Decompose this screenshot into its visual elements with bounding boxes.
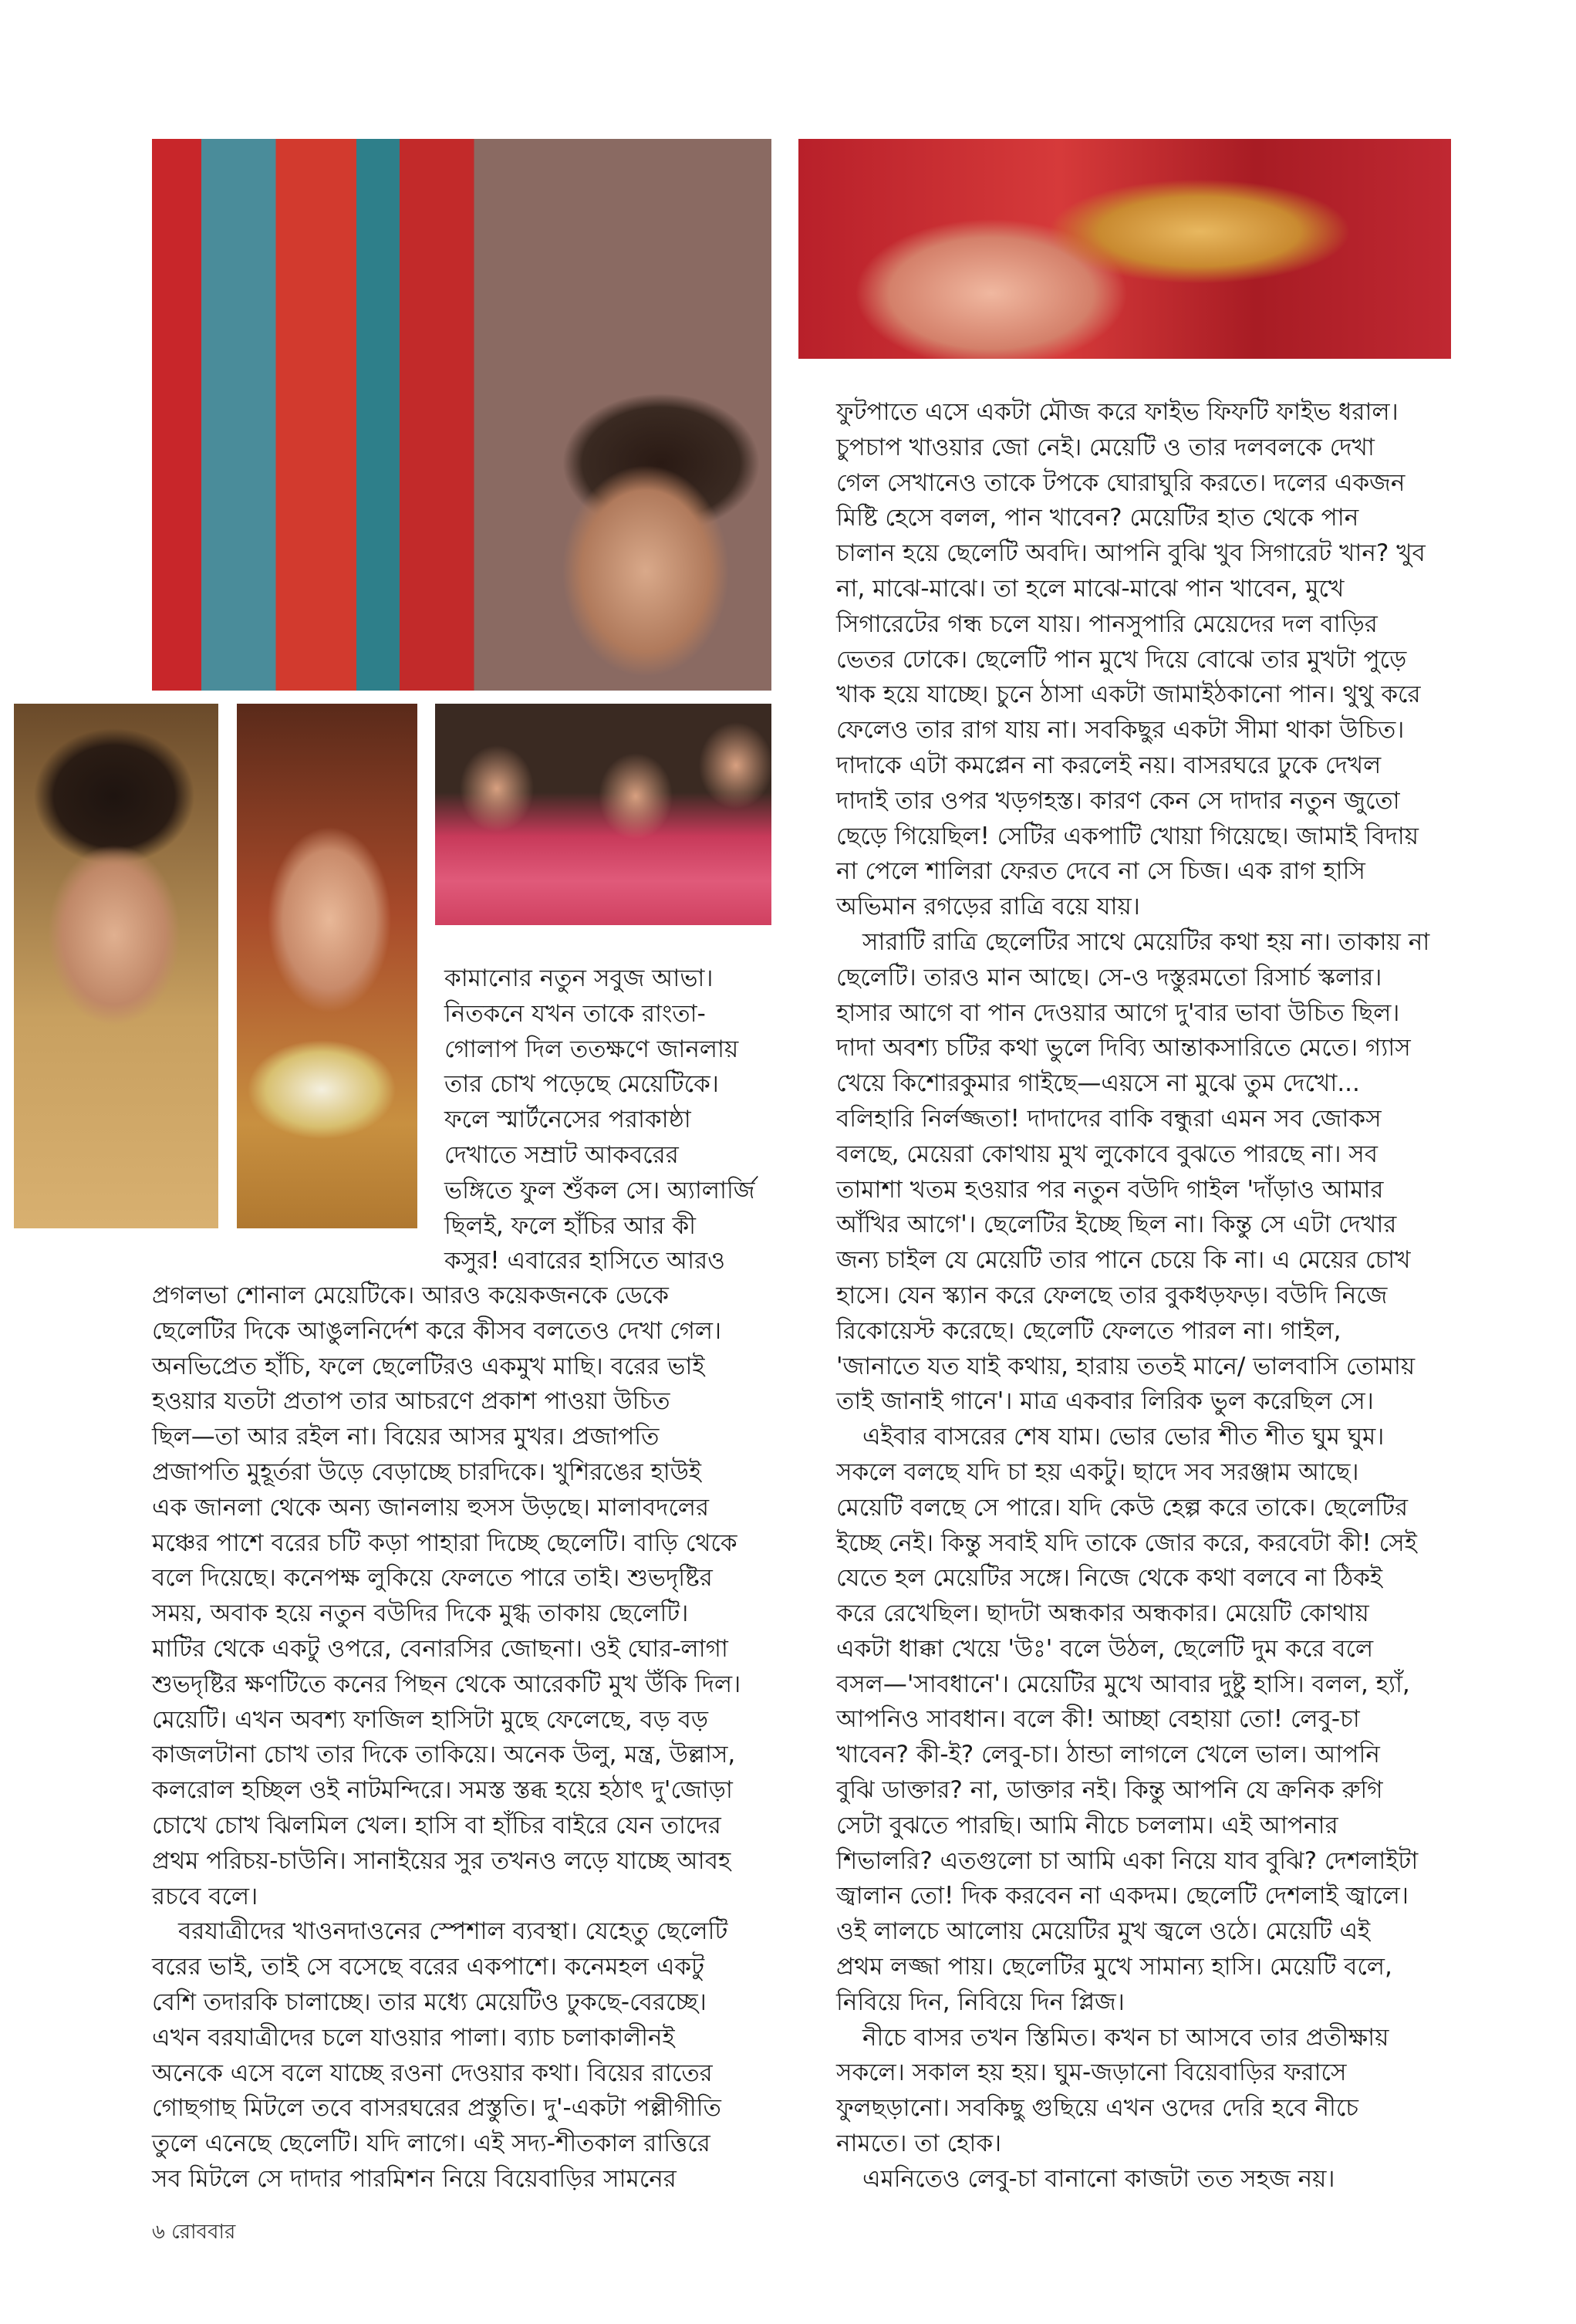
- text-line: খাক হয়ে যাচ্ছে। চুনে ঠাসা একটা জামাইঠকানো পান। থুথু করে: [836, 681, 1421, 709]
- article-middle-column: [444, 961, 755, 1279]
- text-line: বসল—'সাবধানে'। মেয়েটির মুখে আবার দুষ্টু হাসি। বলল, হ্যাঁ,: [836, 1670, 1410, 1698]
- text-line: মিষ্টি হেসে বলল, পান খাবেন? মেয়েটির হাত থেকে পান: [836, 504, 1359, 532]
- text-line: কামানোর নতুন সবুজ আভা।: [444, 964, 714, 992]
- text-line: সারাটি রাত্রি ছেলেটির সাথে মেয়েটির কথা হয় না। তাকায় না: [862, 927, 1430, 956]
- text-line: গেল সেখানেও তাকে টপকে ঘোরাঘুরি করতে। দলের একজন: [836, 468, 1406, 497]
- text-line: চালান হয়ে ছেলেটি অবদি। আপনি বুঝি খুব সিগারেট খান? খুব: [836, 539, 1426, 568]
- bride-photo: [237, 704, 417, 1228]
- text-line: নিতকনে যখন তাকে রাংতা-: [444, 999, 706, 1028]
- text-line: অনেকে এসে বলে যাচ্ছে রওনা দেওয়ার কথা। বিয়ের রাতের: [152, 2059, 713, 2087]
- text-line: এক জানলা থেকে অন্য জানলায় হুসস উড়ছে। মালাবদলের: [152, 1493, 710, 1522]
- text-line: দেখাতে সম্রাট আকবরের: [444, 1140, 679, 1169]
- text-line: কাজলটানা চোখ তার দিকে তাকিয়ে। অনেক উলু, মন্ত্র, উল্লাস,: [152, 1741, 736, 1769]
- text-line: বলছে, মেয়েরা কোথায় মুখ লুকোবে বুঝতে পারছে না। সব: [836, 1140, 1378, 1168]
- text-line: ফলে স্মার্টনেসের পরাকাষ্ঠা: [444, 1106, 691, 1134]
- text-line: মঞ্চের পাশে বরের চটি কড়া পাহারা দিচ্ছে ছেলেটি। বাড়ি থেকে: [152, 1529, 737, 1557]
- text-line: 'জানাতে যত যাই কথায়, হারায় ততই মানে/ ভালবাসি তোমায়: [836, 1352, 1416, 1380]
- page-number: ৬: [152, 2221, 165, 2244]
- text-line: এইবার বাসরের শেষ যাম। ভোর ভোর শীত শীত ঘুম ঘুম।: [862, 1423, 1385, 1451]
- text-line: নীচে বাসর তখন স্তিমিত। কখন চা আসবে তার প্রতীক্ষায়: [862, 2023, 1389, 2052]
- text-line: ছেলেটি। তারও মান আছে। সে-ও দস্তুরমতো রিসার্চ স্কলার।: [836, 963, 1382, 991]
- text-line: হাসার আগে বা পান দেওয়ার আগে দু'বার ভাবা উচিত ছিল।: [836, 998, 1400, 1027]
- text-line: তার চোখ পড়েছে মেয়েটিকে।: [444, 1070, 719, 1099]
- text-line: দাদাকে এটা কমপ্লেন না করলেই নয়। বাসরঘরে ঢুকে দেখল: [836, 751, 1382, 779]
- text-line: জন্য চাইল যে মেয়েটি তার পানে চেয়ে কি না। এ মেয়ের চোখ: [836, 1246, 1411, 1275]
- article-left-column: [152, 1279, 741, 2197]
- text-line: এখন বরযাত্রীদের চলে যাওয়ার পালা। ব্যাচ চলাকালীনই: [152, 2023, 675, 2052]
- text-line: খাবেন? কী-ই? লেবু-চা। ঠান্ডা লাগলে খেলে ভাল। আপনি: [836, 1741, 1380, 1769]
- text-line: অনভিপ্রেত হাঁচি, ফলে ছেলেটিরও একমুখ মাছি। বরের ভাই: [152, 1352, 705, 1380]
- text-line: বুঝি ডাক্তার? না, ডাক্তার নই। কিন্তু আপনি যে ক্রনিক রুগি: [836, 1776, 1383, 1805]
- women-crowd-photo: [435, 704, 771, 925]
- text-line: জ্বালান তো! দিক করবেন না একদম। ছেলেটি দেশলাই জ্বালে।: [836, 1882, 1409, 1910]
- publication-name: রোববার: [171, 2221, 236, 2244]
- text-line: প্রথম পরিচয়-চাউনি। সানাইয়ের সুর তখনও লড়ে যাচ্ছে আবহ: [152, 1846, 731, 1875]
- text-line: তামাশা খতম হওয়ার পর নতুন বউদি গাইল 'দাঁড়াও আমার: [836, 1175, 1384, 1204]
- text-line: ছিলই, ফলে হাঁচির আর কী: [444, 1211, 697, 1240]
- text-line: তুলে এনেছে ছেলেটি। যদি লাগে। এই সদ্য-শীতকাল রাত্তিরে: [152, 2130, 710, 2158]
- text-line: এমনিতেও লেবু-চা বানানো কাজটা তত সহজ নয়।: [862, 2164, 1335, 2193]
- text-line: সময়, অবাক হয়ে নতুন বউদির দিকে মুগ্ধ তাকায় ছেলেটি।: [152, 1599, 689, 1628]
- text-line: আঁখির আগে'। ছেলেটির ইচ্ছে ছিল না। কিন্তু সে এটা দেখার: [836, 1211, 1397, 1239]
- text-line: রিকোয়েস্ট করেছে। ছেলেটি ফেলতে পারল না। গাইল,: [836, 1316, 1341, 1345]
- text-line: চুপচাপ খাওয়ার জো নেই। মেয়েটি ও তার দলবলকে দেখা: [836, 433, 1375, 461]
- text-line: না, মাঝে-মাঝে। তা হলে মাঝে-মাঝে পান খাবেন, মুখে: [836, 574, 1345, 603]
- text-line: গোলাপ দিল ততক্ষণে জানলায়: [444, 1035, 739, 1063]
- text-line: হওয়ার যতটা প্রতাপ তার আচরণে প্রকাশ পাওয়া উচিত: [152, 1387, 670, 1416]
- text-line: প্রজাপতি মুহূর্তরা উড়ে বেড়াচ্ছে চারদিকে। খুশিরঙের হাউই: [152, 1458, 702, 1486]
- text-line: মেয়েটি বলছে সে পারে। যদি কেউ হেল্প করে তাকে। ছেলেটির: [836, 1493, 1409, 1522]
- smiling-man-photo: [14, 704, 218, 1228]
- text-line: হাসে। যেন স্ক্যান করে ফেলছে তার বুকধড়ফড়। বউদি নিজে: [836, 1281, 1388, 1309]
- text-line: কলরোল হচ্ছিল ওই নাটমন্দিরে। সমস্ত স্তব্ধ হয়ে হঠাৎ দু'জোড়া: [152, 1776, 733, 1805]
- text-line: ফেলেও তার রাগ যায় না। সবকিছুর একটা সীমা থাকা উচিত।: [836, 716, 1405, 745]
- text-line: নিবিয়ে দিন, নিবিয়ে দিন প্লিজ।: [836, 1988, 1125, 2016]
- text-line: ফুটপাতে এসে একটা মৌজ করে ফাইভ ফিফটি ফাইভ ধরাল।: [836, 398, 1399, 426]
- article-right-column: [836, 395, 1429, 2197]
- text-line: বরের ভাই, তাই সে বসেছে বরের একপাশে। কনেমহল একটু: [152, 1953, 704, 1981]
- text-line: খেয়ে কিশোরকুমার গাইছে—এয়সে না মুঝে তুম দেখো...: [836, 1069, 1360, 1098]
- text-line: ছেলেটির দিকে আঙুলনির্দেশ করে কীসব বলতেও দেখা গেল।: [152, 1316, 722, 1345]
- text-line: শুভদৃষ্টির ক্ষণটিতে কনের পিছন থেকে আরেকটি মুখ উঁকি দিল।: [152, 1670, 741, 1698]
- text-line: বলিহারি নির্লজ্জতা! দাদাদের বাকি বন্ধুরা এমন সব জোকস: [836, 1104, 1382, 1133]
- text-line: চোখে চোখ ঝিলমিল খেল। হাসি বা হাঁচির বাইরে যেন তাদের: [152, 1811, 721, 1839]
- text-line: শিভালরি? এতগুলো চা আমি একা নিয়ে যাব বুঝি? দেশলাইটা: [836, 1846, 1419, 1875]
- text-line: বেশি তদারকি চালাচ্ছে। তার মধ্যে মেয়েটিও ঢুকছে-বেরচ্ছে।: [152, 1988, 707, 2016]
- text-line: সিগারেটের গন্ধ চলে যায়। পানসুপারি মেয়েদের দল বাড়ির: [836, 610, 1378, 638]
- text-line: সেটা বুঝতে পারছি। আমি নীচে চললাম। এই আপনার: [836, 1811, 1338, 1839]
- text-line: সকলে। সকাল হয় হয়। ঘুম-জড়ানো বিয়েবাড়ির ফরাসে: [836, 2059, 1347, 2087]
- text-line: ভেতর ঢোকে। ছেলেটি পান মুখে দিয়ে বোঝে তার মুখটা পুড়ে: [836, 645, 1407, 674]
- text-line: ইচ্ছে নেই। কিন্তু সবাই যদি তাকে জোর করে, করবেটা কী! সেই: [836, 1529, 1417, 1557]
- hands-bangles-photo: [798, 139, 1451, 359]
- text-line: মেয়েটি। এখন অবশ্য ফাজিল হাসিটা মুছে ফেলেছে, বড় বড়: [152, 1705, 709, 1734]
- text-line: সকলে বলছে যদি চা হয় একটু। ছাদে সব সরঞ্জাম আছে।: [836, 1458, 1359, 1486]
- text-line: করে রেখেছিল। ছাদটা অন্ধকার অন্ধকার। মেয়েটি কোথায়: [836, 1599, 1369, 1628]
- text-line: দাদা অবশ্য চটির কথা ভুলে দিব্যি আন্তাকসারিতে মেতে। গ্যাস: [836, 1034, 1411, 1062]
- text-line: মাটির থেকে একটু ওপরে, বেনারসির জোছনা। ওই ঘোর-লাগা: [152, 1634, 728, 1663]
- text-line: প্রগলভা শোনাল মেয়েটিকে। আরও কয়েকজনকে ডেকে: [152, 1282, 669, 1309]
- text-line: তাই জানাই গানে'। মাত্র একবার লিরিক ভুল করেছিল সে।: [836, 1387, 1374, 1416]
- text-line: না পেলে শালিরা ফেরত দেবে না সে চিজ। এক রাগ হাসি: [836, 857, 1365, 886]
- text-line: যেতে হল মেয়েটির সঙ্গে। নিজে থেকে কথা বলবে না ঠিকই: [836, 1564, 1383, 1593]
- text-line: সব মিটলে সে দাদার পারমিশন নিয়ে বিয়েবাড়ির সামনের: [152, 2164, 677, 2193]
- text-line: রচবে বলে।: [152, 1882, 258, 1910]
- text-line: আপনিও সাবধান। বলে কী! আচ্ছা বেহায়া তো! লেবু-চা: [836, 1705, 1360, 1734]
- text-line: ছেড়ে গিয়েছিল! সেটির একপাটি খোয়া গিয়েছে। জামাই বিদায়: [836, 822, 1419, 850]
- text-line: অভিমান রগড়ের রাত্রি বয়ে যায়।: [836, 893, 1140, 921]
- text-line: ছিল—তা আর রইল না। বিয়ের আসর মুখর। প্রজাপতি: [152, 1423, 660, 1451]
- text-line: একটা ধাক্কা খেয়ে 'উঃ' বলে উঠল, ছেলেটি দুম করে বলে: [836, 1634, 1374, 1663]
- page-footer: [152, 2216, 235, 2250]
- text-line: গোছগাছ মিটলে তবে বাসরঘরের প্রস্তুতি। দু'-একটা পল্লীগীতি: [152, 2094, 721, 2123]
- text-line: দাদাই তার ওপর খড়গহস্ত। কারণ কেন সে দাদার নতুন জুতো: [836, 786, 1400, 815]
- text-line: প্রথম লজ্জা পায়। ছেলেটির মুখে সামান্য হাসি। মেয়েটি বলে,: [836, 1953, 1392, 1981]
- text-line: ওই লালচে আলোয় মেয়েটির মুখ জ্বলে ওঠে। মেয়েটি এই: [836, 1917, 1371, 1946]
- text-line: নামতে। তা হোক।: [836, 2130, 1002, 2158]
- text-line: বলে দিয়েছে। কনেপক্ষ লুকিয়ে ফেলতে পারে তাই। শুভদৃষ্টির: [152, 1564, 713, 1593]
- text-line: ফুলছড়ানো। সবকিছু গুছিয়ে এখন ওদের দেরি হবে নীচে: [836, 2094, 1359, 2123]
- groom-photo: [152, 139, 771, 691]
- text-line: কসুর! এবারের হাসিতে আরও: [444, 1247, 725, 1275]
- text-line: ভঙ্গিতে ফুল শুঁকল সে। অ্যালার্জি: [444, 1176, 755, 1204]
- text-line: বরযাত্রীদের খাওনদাওনের স্পেশাল ব্যবস্থা। যেহেতু ছেলেটি: [178, 1917, 728, 1946]
